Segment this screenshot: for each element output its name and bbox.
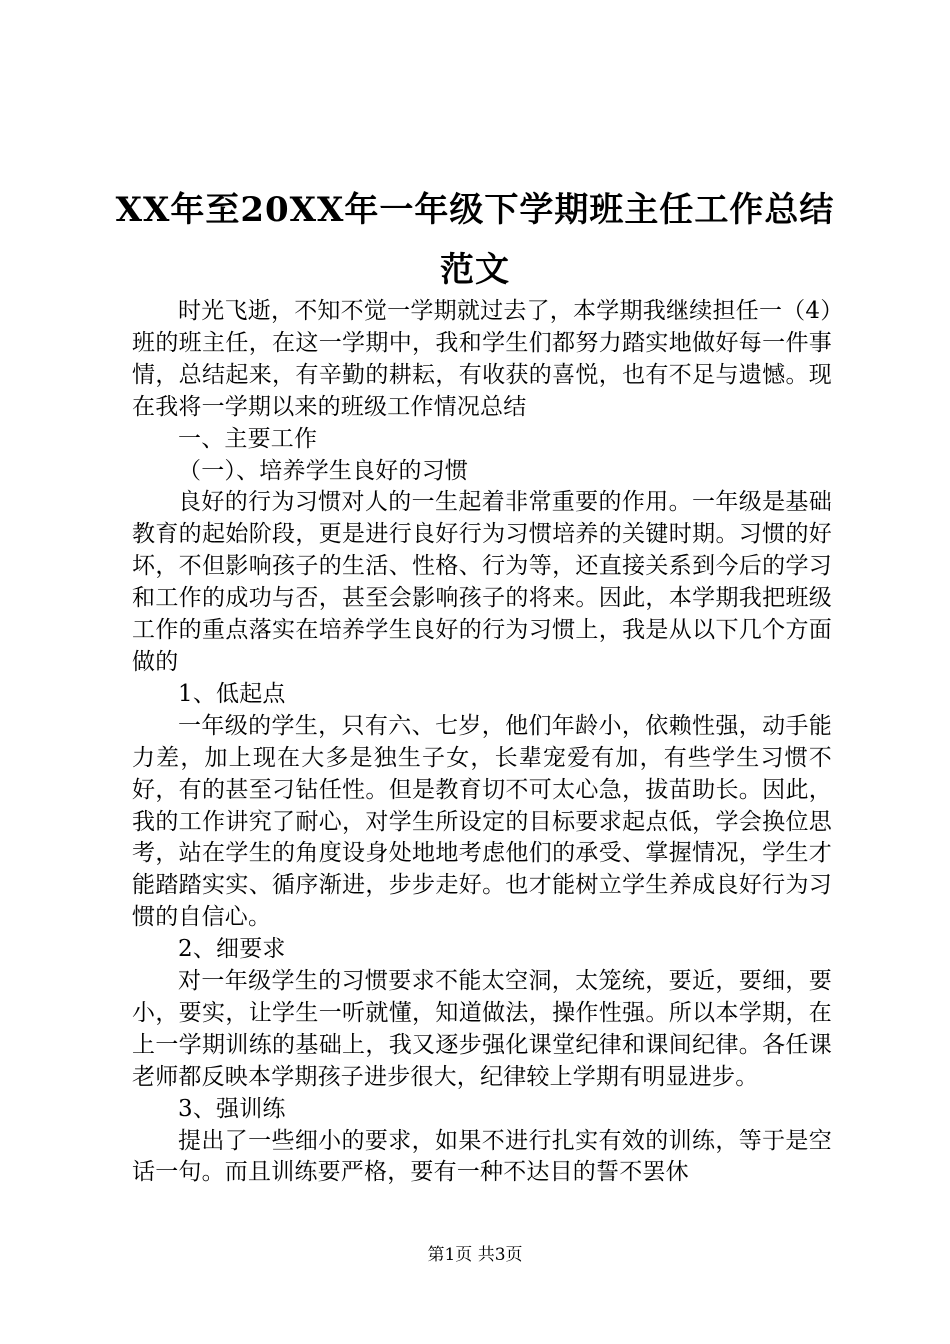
document-body — [132, 296, 832, 1189]
page-number-footer: 第1页 共3页 — [427, 1245, 523, 1265]
heading-main-work: 一、主要工作 — [178, 425, 318, 452]
document-title-line-2: 范文 — [440, 250, 510, 290]
paragraph-low-start: 一年级的学生，只有六、七岁，他们年龄小，依赖性强，动手能力差，加上现在大多是独生子女，长辈宠爱有加，有些学生习惯不好，有的甚至刁钻任性。但是教育切不可太心急，拔苗助长。因此，我的工作讲究了耐心，对学生所设定的目标要求起点低，学会换位思考，站在学生的角度设身处地地考虑他们的承受、掌握情况，学生才能踏踏实实、循序渐进，步步走好。也才能树立学生养成良好行为习惯的自信心。 — [132, 712, 832, 931]
document-title-line-1: XX年至20XX年一年级下学期班主任工作总结 — [115, 190, 835, 230]
heading-detailed-requirements: 2、细要求 — [178, 936, 286, 963]
paragraph-habits: 良好的行为习惯对人的一生起着非常重要的作用。一年级是基础教育的起始阶段，更是进行良好行为习惯培养的关键时期。习惯的好坏，不但影响孩子的生活、性格、行为等，还直接关系到今后的学习和工作的成功与否，甚至会影响孩子的将来。因此，本学期我把班级工作的重点落实在培养学生良好的行为习惯上，我是从以下几个方面做的 — [132, 489, 832, 675]
paragraph-strong-training: 提出了一些细小的要求，如果不进行扎实有效的训练，等于是空话一句。而且训练要严格，要有一种不达目的誓不罢休 — [132, 1127, 832, 1186]
paragraph-intro: 时光飞逝，不知不觉一学期就过去了，本学期我继续担任一（4）班的班主任，在这一学期中，我和学生们都努力踏实地做好每一件事情，总结起来，有辛勤的耕耘，有收获的喜悦，也有不足与遗憾。现在我将一学期以来的班级工作情况总结 — [132, 298, 832, 420]
heading-strong-training: 3、强训练 — [178, 1095, 286, 1122]
subheading-habits: （一）、培养学生良好的习惯 — [178, 457, 469, 484]
paragraph-detailed-requirements: 对一年级学生的习惯要求不能太空洞，太笼统，要近，要细，要小，要实，让学生一听就懂，知道做法，操作性强。所以本学期，在上一学期训练的基础上，我又逐步强化课堂纪律和课间纪律。各任课老师都反映本学期孩子进步很大，纪律较上学期有明显进步。 — [132, 968, 832, 1090]
heading-low-start: 1、低起点 — [178, 680, 286, 707]
